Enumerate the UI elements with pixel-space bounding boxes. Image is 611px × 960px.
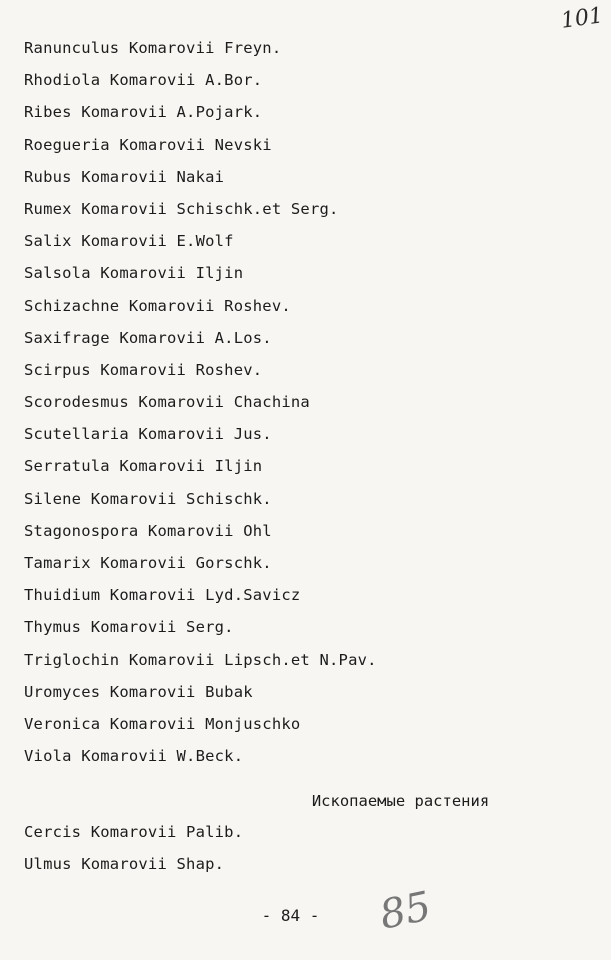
species-list <box>24 38 584 778</box>
list-item: Salix Komarovii E.Wolf <box>24 232 234 251</box>
list-item: Scorodesmus Komarovii Chachina <box>24 393 310 412</box>
list-item: Tamarix Komarovii Gorschk. <box>24 554 272 572</box>
list-item: Veronica Komarovii Monjuschko <box>24 714 301 733</box>
list-item: Rubus Komarovii Nakai <box>24 167 225 186</box>
list-item: Ulmus Komarovii Shap. <box>24 855 225 874</box>
list-item: Thuidium Komarovii Lyd.Savicz <box>24 586 301 605</box>
list-item: Silene Komarovii Schischk. <box>24 489 272 508</box>
fossil-plants-heading: Ископаемые растения <box>311 792 490 810</box>
list-item: Viola Komarovii W.Beck. <box>24 747 244 766</box>
list-item: Cercis Komarovii Palib. <box>24 823 244 841</box>
fossil-species-list <box>24 822 584 886</box>
list-item: Thymus Komarovii Serg. <box>24 618 234 637</box>
list-item: Scutellaria Komarovii Jus. <box>24 425 272 444</box>
list-item: Uromyces Komarovii Bubak <box>24 682 253 701</box>
list-item: Schizachne Komarovii Roshev. <box>24 296 291 315</box>
list-item: Serratula Komarovii Iljin <box>24 457 263 476</box>
handwritten-page-number: 85 <box>375 883 436 939</box>
list-item: Roegueria Komarovii Nevski <box>24 135 272 154</box>
list-item: Rumex Komarovii Schischk.et Serg. <box>24 199 339 218</box>
list-item: Stagonospora Komarovii Ohl <box>24 521 272 540</box>
list-item: Saxifrage Komarovii A.Los. <box>24 328 272 347</box>
page-number: - 84 - <box>261 906 320 925</box>
list-item: Ranunculus Komarovii Freyn. <box>24 39 282 57</box>
list-item: Ribes Komarovii A.Pojark. <box>24 103 263 122</box>
list-item: Salsola Komarovii Iljin <box>24 264 244 283</box>
list-item: Triglochin Komarovii Lipsch.et N.Pav. <box>24 650 377 669</box>
list-item: Rhodiola Komarovii A.Bor. <box>24 71 263 90</box>
handwritten-corner-number: 101 <box>559 3 605 34</box>
list-item: Scirpus Komarovii Roshev. <box>24 360 263 379</box>
